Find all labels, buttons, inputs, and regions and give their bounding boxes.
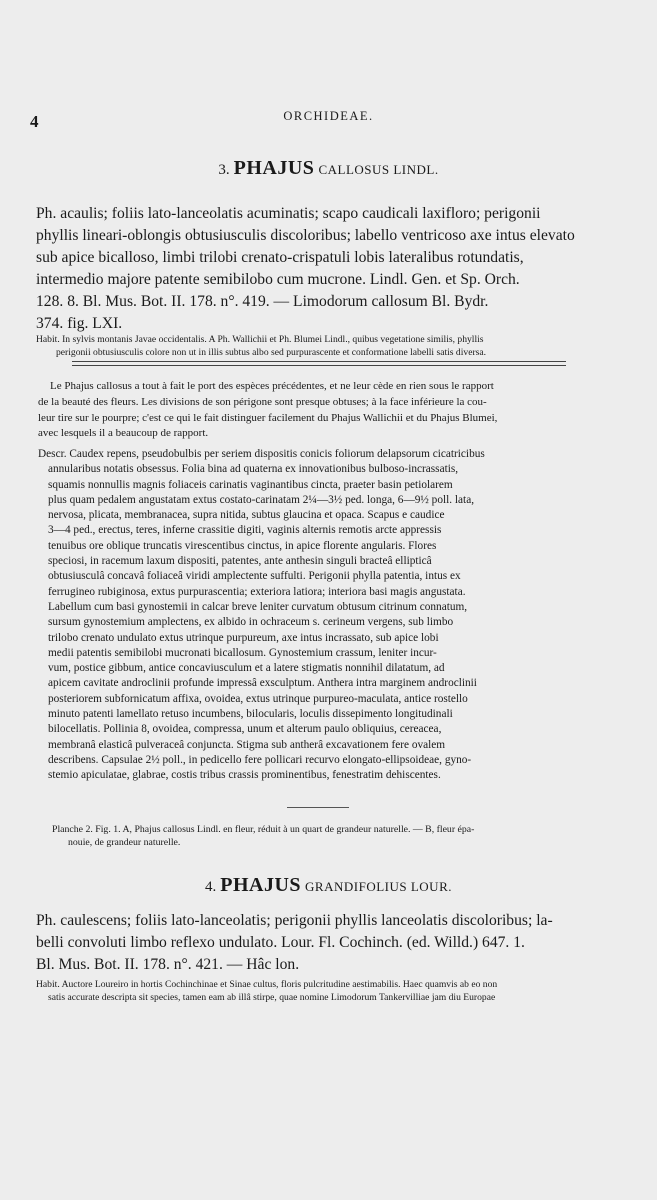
diagnosis-line: phyllis lineari-oblongis obtusiusculis discoloribus; labello ventricoso axe intus elevato xyxy=(36,227,575,244)
diagnosis-line: belli convoluti limbo reflexo undulato. Lour. Fl. Cochinch. (ed. Willd.) 647. 1. xyxy=(36,934,525,951)
french-line: avec lesquels il a beaucoup de rapport. xyxy=(38,427,209,440)
double-rule-divider xyxy=(72,361,566,366)
description-line: squamis nonnullis magnis foliaceis carinatis vaginantibus cincta, praeter basin petiolarem xyxy=(48,478,453,491)
description-line: ferrugineo rubiginosa, extus purpurascentia; exteriora latiora; interiora basi magis angustata. xyxy=(48,585,466,598)
habitat-line: perigonii obtusiusculis colore non ut in illis subtus albo sed purpurascente et conformatione labelli satis diversa. xyxy=(56,346,487,358)
species-3-heading xyxy=(0,157,657,180)
description-line: tenuibus ore oblique truncatis virescentibus cinctus, in apice florente angularis. Flores xyxy=(48,539,437,552)
description-line: 3—4 ped., erectus, teres, inferne crassitie digiti, vaginis alternis remotis arcte appressis xyxy=(48,524,442,537)
species-4-habitat xyxy=(36,979,596,1004)
species-4-diagnosis xyxy=(36,910,596,976)
french-line: de la beauté des fleurs. Les divisions de son périgone sont presque obtuses; à la face inférieure la cou- xyxy=(38,395,487,408)
running-title: ORCHIDEAE. xyxy=(283,109,374,123)
diagnosis-line: Ph. caulescens; foliis lato-lanceolatis; perigonii phyllis lanceolatis discoloribus; la- xyxy=(36,912,553,929)
species-3-habitat xyxy=(36,334,591,359)
description-line: annularibus notatis obsessus. Folia bina ad quaterna ex innovationibus bulboso-incrassatis, xyxy=(48,463,459,476)
description-line: obtusiusculâ concavâ foliaceâ viridi amplectente suffulti. Perigonii phylla patentia, intus ex xyxy=(48,570,461,583)
description-line: bilocellatis. Pollinia 8, ovoidea, compressa, unum et alterum paulo obliquius, cereacea, xyxy=(48,723,442,736)
description-line: medii patentis semibilobi mucronati bicallosum. Gynostemium crassum, leniter incur- xyxy=(48,646,437,659)
french-commentary xyxy=(38,379,600,442)
habitat-line: Habit. In sylvis montanis Javae occidentalis. A Ph. Wallichii et Ph. Blumei Lindl., quibus vegetatione similis, phyllis xyxy=(36,334,484,345)
species-3-number: 3. xyxy=(218,162,230,178)
description-line: Labellum cum basi gynostemii in calcar breve leniter curvatum obtusum citrinum connatum, xyxy=(48,600,468,613)
plate-caption xyxy=(52,823,612,849)
species-3-diagnosis xyxy=(36,203,592,335)
description-line: sursum gynostemium amplectens, ex albido in ochraceum s. cerineum vergens, sub limbo xyxy=(48,616,454,629)
description-line: stemio apiculatae, glabrae, costis tribus crassis prominentibus, fenestratim dehiscentes. xyxy=(48,769,441,782)
description-line: trilobo crenato undulato extus utrinque purpureum, axe intus incrassato, sub apice lobi xyxy=(48,631,439,644)
species-4-genus: PHAJUS xyxy=(220,874,302,896)
description-line: membranâ elasticâ pulveraceâ conjuncta. Stigma sub antherâ excavationem fere ovalem xyxy=(48,738,446,751)
habitat-line: Habit. Auctore Loureiro in hortis Cochinchinae et Sinae cultus, floris pulcritudine aestimabilis. Haec quamvis ab eo non xyxy=(36,979,498,990)
description-line: apicem cavitate androclinii profunde impressâ exsculptum. Anthera intra marginem androclinii xyxy=(48,677,477,690)
french-line: Le Phajus callosus a tout à fait le port des espèces précédentes, et ne leur cède en rien sous le rapport xyxy=(50,380,494,392)
diagnosis-line: 374. fig. LXI. xyxy=(36,315,123,332)
french-line: leur tire sur le pourpre; c'est ce qui le fait distinguer facilement du Phajus Wallichii et du Phajus Blumei, xyxy=(38,411,498,424)
short-rule-divider xyxy=(287,807,349,808)
description-line: nervosa, plicata, membranacea, supra nitida, subtus glaucina et opaca. Scapus e caudice xyxy=(48,509,445,522)
description-line: posteriorem subfornicatum affixa, ovoidea, extus utrinque purpureo-maculata, antice rostello xyxy=(48,692,468,705)
species-4-heading xyxy=(0,874,657,897)
species-3-epithet: CALLOSUS LINDL. xyxy=(318,162,439,177)
species-4-epithet: GRANDIFOLIUS LOUR. xyxy=(305,879,452,894)
page-number: 4 xyxy=(30,112,39,131)
species-3-genus: PHAJUS xyxy=(233,157,315,179)
habitat-line: satis accurate descripta sit species, tamen eam ab illâ stirpe, quae nomine Limodorum Tankervilliae jam diu Europae xyxy=(48,991,496,1003)
diagnosis-line: sub apice bicalloso, limbi trilobi crenato-crispatuli lobis lateralibus rotundatis, xyxy=(36,249,524,266)
description-line: describens. Capsulae 2½ poll., in pedicello fere pollicari recurvo elongato-ellipsoideae, gyno- xyxy=(48,753,472,766)
diagnosis-line: 128. 8. Bl. Mus. Bot. II. 178. n°. 419. — Limodorum callosum Bl. Bydr. xyxy=(36,293,489,310)
plate-line: nouie, de grandeur naturelle. xyxy=(68,837,181,848)
description-line: plus quam pedalem angustatam extus costato-carinatam 2¼—3½ ped. longa, 6—9½ poll. lata, xyxy=(48,493,475,506)
description-line: minuto patenti lamellato retuso incumbens, bilocularis, loculis dissepimento longitudinali xyxy=(48,708,453,721)
diagnosis-line: intermedio majore patente semibilobo cum mucrone. Lindl. Gen. et Sp. Orch. xyxy=(36,271,520,288)
diagnosis-line: Bl. Mus. Bot. II. 178. n°. 421. — Hâc lon. xyxy=(36,956,300,973)
species-4-number: 4. xyxy=(205,879,217,895)
description-line: speciosi, in racemum laxum dispositi, patentes, ante anthesin singuli bracteâ ellipticâ xyxy=(48,555,432,568)
description-line: Descr. Caudex repens, pseudobulbis per seriem dispositis conicis foliorum delapsorum cicatricibus xyxy=(38,448,485,460)
diagnosis-line: Ph. acaulis; foliis lato-lanceolatis acuminatis; scapo caudicali laxifloro; perigonii xyxy=(36,205,541,222)
description-line: vum, postice gibbum, antice concaviusculum et a latere stigmatis nonnihil dilatatum, ad xyxy=(48,662,445,675)
species-3-description xyxy=(38,447,600,784)
plate-line: Planche 2. Fig. 1. A, Phajus callosus Lindl. en fleur, réduit à un quart de grandeur naturelle. — B, fleur épa- xyxy=(52,824,475,835)
